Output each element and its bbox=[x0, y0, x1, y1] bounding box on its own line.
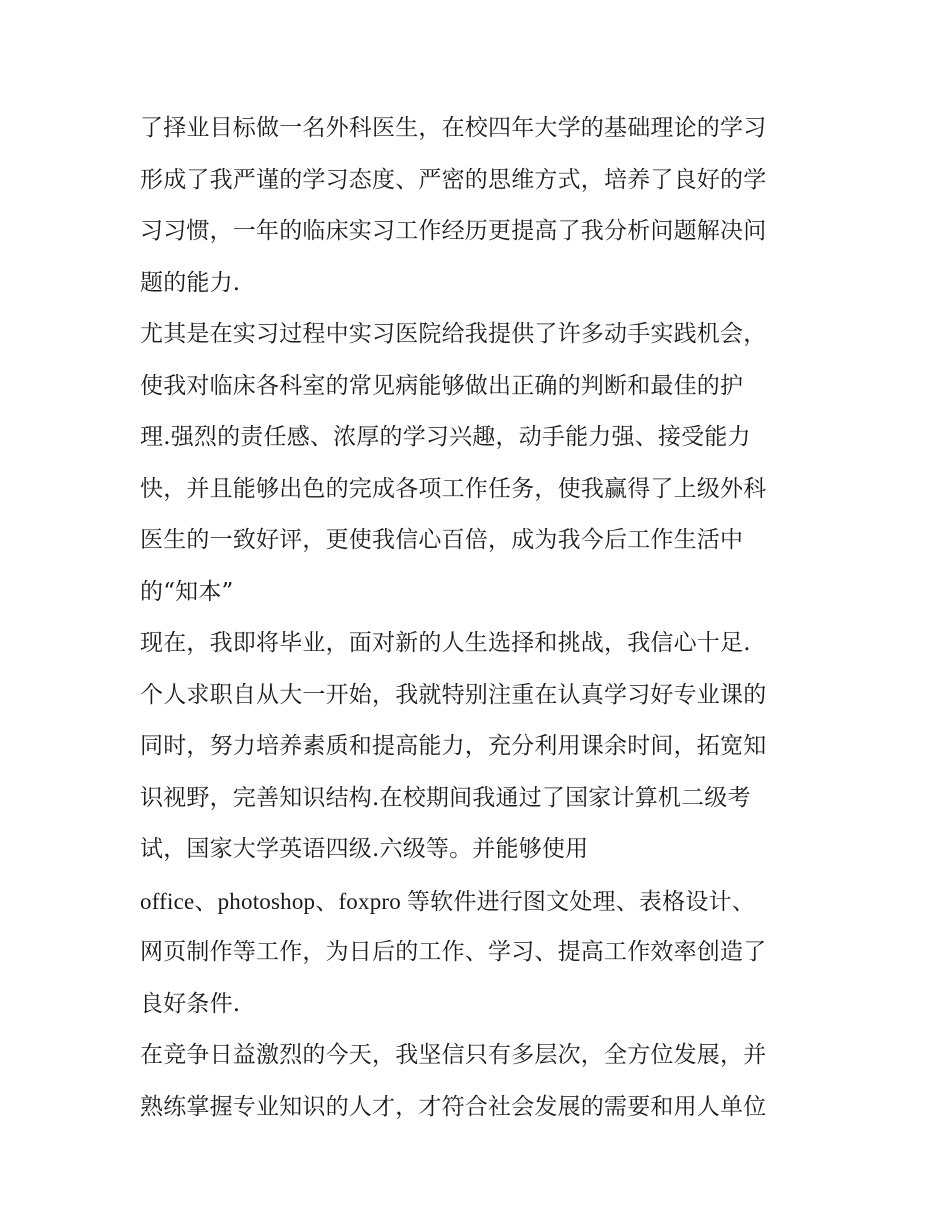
text-line: 试，国家大学英语四级.六级等。并能够使用 bbox=[140, 836, 589, 862]
body-text bbox=[140, 103, 820, 1133]
text-line: 快，并且能够出色的完成各项工作任务，使我赢得了上级外科 bbox=[140, 475, 767, 502]
text-line: 形成了我严谨的学习态度、严密的思维方式，培养了良好的学 bbox=[140, 166, 767, 193]
text-line: 现在，我即将毕业，面对新的人生选择和挑战，我信心十足. bbox=[140, 630, 751, 656]
text-line: 医生的一致好评，更使我信心百倍，成为我今后工作生活中 bbox=[140, 527, 744, 553]
text-line: office、photoshop、foxpro 等软件进行图文处理、表格设计、 bbox=[140, 888, 755, 914]
text-line: 识视野，完善知识结构.在校期间我通过了国家计算机二级考 bbox=[140, 784, 751, 811]
text-line: 习习惯，一年的临床实习工作经历更提高了我分析问题解决问 bbox=[140, 218, 767, 244]
text-line: 理.强烈的责任感、浓厚的学习兴趣，动手能力强、接受能力 bbox=[140, 424, 751, 450]
text-line: 题的能力. bbox=[140, 269, 241, 296]
text-line: 熟练掌握专业知识的人才，才符合社会发展的需要和用人单位 bbox=[140, 1093, 767, 1120]
text-line: 尤其是在实习过程中实习医院给我提供了许多动手实践机会， bbox=[140, 321, 767, 347]
text-line: 了择业目标做一名外科医生，在校四年大学的基础理论的学习 bbox=[140, 115, 767, 141]
text-line: 的“知本” bbox=[140, 578, 234, 605]
text-line: 个人求职自从大一开始，我就特别注重在认真学习好专业课的 bbox=[140, 681, 767, 708]
text-line: 网页制作等工作，为日后的工作、学习、提高工作效率创造了 bbox=[140, 939, 767, 965]
text-line: 使我对临床各科室的常见病能够做出正确的判断和最佳的护 bbox=[140, 372, 744, 399]
text-line: 同时，努力培养素质和提高能力，充分利用课余时间，拓宽知 bbox=[140, 733, 767, 759]
text-line: 在竞争日益激烈的今天，我坚信只有多层次，全方位发展，并 bbox=[140, 1042, 767, 1068]
text-line: 良好条件. bbox=[140, 990, 241, 1017]
